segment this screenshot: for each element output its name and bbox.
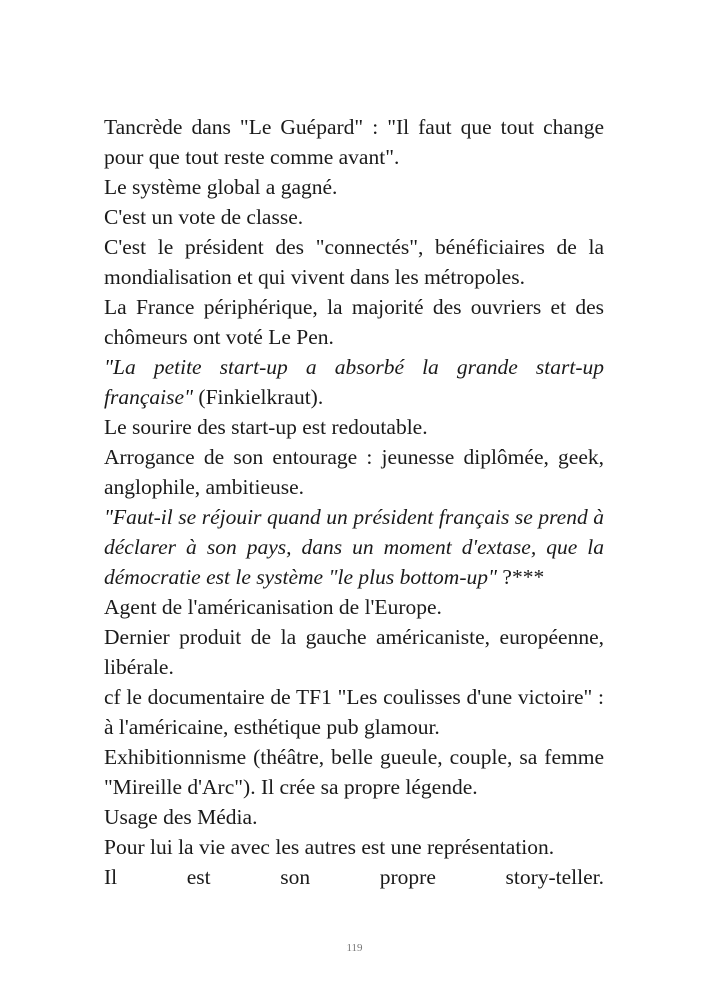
paragraph-exhibitionnisme: Exhibitionnisme (théâtre, belle gueule, couple, sa femme "Mireille d'Arc"). Il crée sa propre légende.: [104, 745, 604, 799]
paragraph-finkielkraut-quote: [104, 352, 604, 412]
paragraph-story-teller: Il est son propre story-teller.: [104, 865, 604, 889]
paragraph-bottom-up-quote: [104, 502, 604, 592]
paragraph-documentaire-tf1: cf le documentaire de TF1 "Les coulisses d'une victoire" : à l'américaine, esthétique pub glamour.: [104, 685, 604, 739]
paragraph-president-connectes: C'est le président des "connectés", bénéficiaires de la mondialisation et qui vivent dans les métropoles.: [104, 235, 604, 289]
italic-quote: "La petite start-up a absorbé la grande start-up française": [104, 355, 604, 409]
paragraph-americanisation: Agent de l'américanisation de l'Europe.: [104, 595, 442, 619]
italic-quote: "Faut-il se réjouir quand un président français se prend à déclarer à son pays, dans un moment d'extase, que la démocratie est le système "le plus bottom-up": [104, 505, 604, 589]
paragraph-sourire-start-up: Le sourire des start-up est redoutable.: [104, 415, 428, 439]
paragraph-usage-media: Usage des Média.: [104, 805, 258, 829]
quote-attribution: (Finkielkraut).: [193, 385, 324, 409]
quote-footnote-marker: ?***: [497, 565, 545, 589]
body-text: [104, 112, 604, 892]
paragraph-representation: Pour lui la vie avec les autres est une représentation.: [104, 835, 555, 859]
page-number: 119: [346, 942, 363, 954]
paragraph-arrogance: Arrogance de son entourage : jeunesse diplômée, geek, anglophile, ambitieuse.: [104, 445, 604, 499]
paragraph-france-peripherique: La France périphérique, la majorité des ouvriers et des chômeurs ont voté Le Pen.: [104, 295, 604, 349]
paragraph-dernier-produit: Dernier produit de la gauche américaniste, européenne, libérale.: [104, 625, 604, 679]
paragraph-guepard-quote: Tancrède dans "Le Guépard" : "Il faut que tout change pour que tout reste comme avant".: [104, 115, 604, 169]
paragraph-vote-de-classe: C'est un vote de classe.: [104, 205, 304, 229]
paragraph-systeme-global: Le système global a gagné.: [104, 175, 338, 199]
